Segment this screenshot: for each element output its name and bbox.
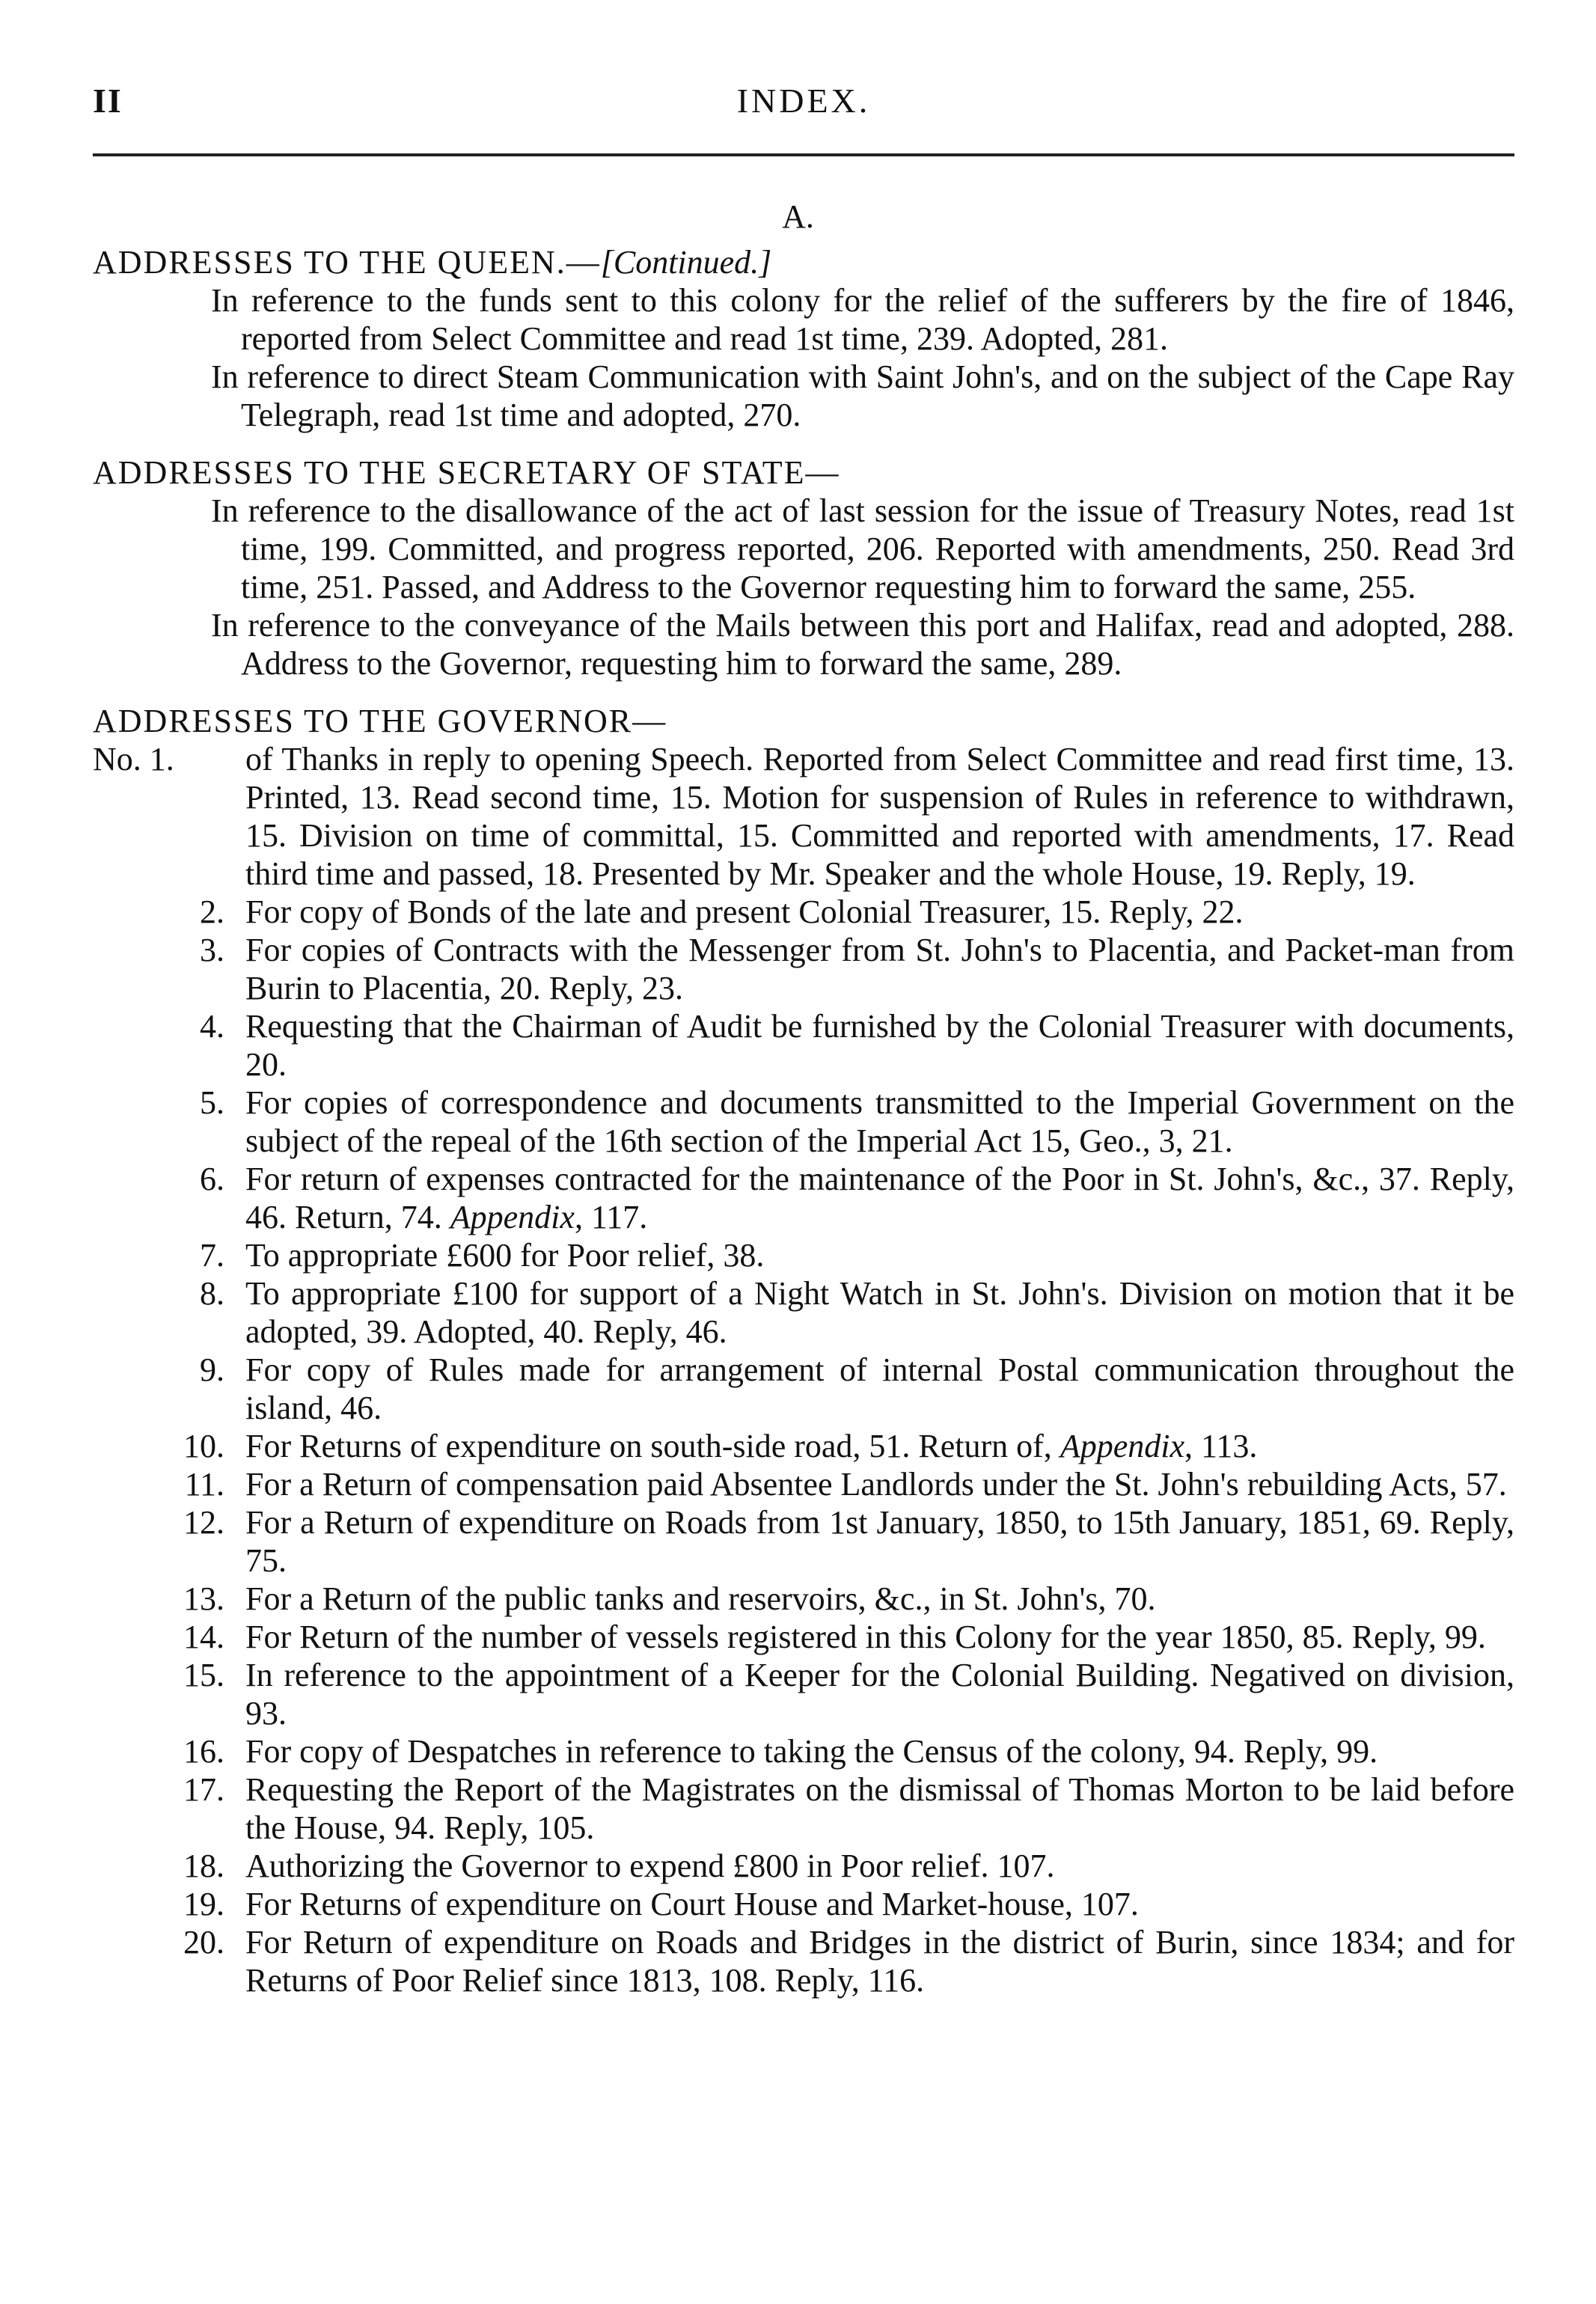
list-item: [93, 1274, 1514, 1351]
item-text: Requesting the Report of the Magistrates on the dismissal of Thomas Morton to be laid before the House, 94. Reply, 105.: [245, 1771, 1514, 1846]
item-text: For a Return of the public tanks and reservoirs, &c., in St. John's, 70.: [245, 1580, 1156, 1617]
index-entry: In reference to the funds sent to this colony for the relief of the sufferers by the fire of 1846, reported from Select Committee and read 1st time, 239. Adopted, 281.: [211, 282, 1514, 357]
item-text: For copy of Bonds of the late and present Colonial Treasurer, 15. Reply, 22.: [245, 893, 1244, 930]
section-heading-text: ADDRESSES TO THE QUEEN.—: [93, 244, 601, 281]
item-text: Requesting that the Chairman of Audit be furnished by the Colonial Treasurer with documents, 20.: [245, 1008, 1514, 1083]
page-number: II: [93, 82, 123, 120]
item-number: 19.: [183, 1886, 224, 1922]
item-text: For copies of Contracts with the Messenger from St. John's to Placentia, and Packet-man from Burin to Placentia, 20. Reply, 23.: [245, 932, 1514, 1006]
item-text: For Returns of expenditure on south-side road, 51. Return of,: [245, 1428, 1052, 1464]
item-number: 13.: [183, 1580, 224, 1617]
list-item: [93, 1351, 1514, 1427]
item-number: 3.: [200, 932, 224, 968]
item-number: 2.: [200, 893, 224, 930]
list-item: [93, 1618, 1514, 1656]
list-item: [93, 1084, 1514, 1160]
list-item: [93, 1465, 1514, 1503]
list-item: [93, 931, 1514, 1007]
item-number: 11.: [184, 1466, 224, 1503]
appendix-page: , 117.: [574, 1199, 648, 1235]
appendix-ref: Appendix: [1060, 1428, 1184, 1464]
index-entry: In reference to direct Steam Communication with Saint John's, and on the subject of the Cape Ray Telegraph, read 1st time and adopted, 270.: [211, 358, 1514, 433]
running-head: [93, 81, 1514, 126]
item-number: 18.: [183, 1848, 224, 1884]
list-item: [93, 1580, 1514, 1618]
item-text: For Return of the number of vessels registered in this Colony for the year 1850, 85. Reply, 99.: [245, 1619, 1486, 1655]
item-text: To appropriate £100 for support of a Night Watch in St. John's. Division on motion that it be adopted, 39. Adopted, 40. Reply, 46.: [245, 1275, 1514, 1350]
appendix-page: , 113.: [1184, 1428, 1258, 1464]
list-item: [93, 1427, 1514, 1465]
page-title: INDEX.: [736, 82, 871, 120]
list-item: [93, 1732, 1514, 1770]
index-content: [93, 243, 1514, 1999]
appendix-ref: Appendix: [450, 1199, 575, 1235]
item-number: 12.: [183, 1504, 224, 1541]
item-number: 10.: [183, 1428, 224, 1464]
index-entry: In reference to the conveyance of the Mails between this port and Halifax, read and adopted, 288. Address to the Governor, requesting him to forward the same, 289.: [211, 607, 1514, 682]
item-text: For copies of correspondence and documents transmitted to the Imperial Government on the subject of the repeal of the 16th section of the Imperial Act 15, Geo., 3, 21.: [245, 1084, 1514, 1159]
section-heading-secretary: ADDRESSES TO THE SECRETARY OF STATE—: [93, 454, 840, 491]
item-number: 16.: [183, 1733, 224, 1770]
list-item: [93, 893, 1514, 931]
section-heading-queen: [93, 243, 1514, 281]
index-entry: In reference to the disallowance of the act of last session for the issue of Treasury Notes, read 1st time, 199. Committed, and progress reported, 206. Reported with amendments, 250. Read 3rd time, 251. Passed, and Address to the Governor requesting him to forward the same, 255.: [211, 492, 1514, 605]
item-number: 5.: [200, 1084, 224, 1121]
item-text: For Return of expenditure on Roads and Bridges in the district of Burin, since 1834; and for Returns of Poor Relief since 1813, 108. Reply, 116.: [245, 1924, 1514, 1999]
list-item: [93, 1770, 1514, 1847]
list-item: [93, 740, 1514, 893]
continued-note: [Continued.]: [600, 244, 772, 281]
list-item: [93, 1503, 1514, 1580]
item-text: For return of expenses contracted for the maintenance of the Poor in St. John's, &c., 37. Reply, 46. Return, 74.: [245, 1161, 1514, 1235]
item-text: of Thanks in reply to opening Speech. Reported from Select Committee and read first time, 13. Printed, 13. Read second time, 15. Motion for suspension of Rules in reference to withdrawn, 15. Division on time of committal, 15. Committed and reported with amendments, 17. Read third time and passed, 18. Presented by Mr. Speaker and the whole House, 19. Reply, 19.: [245, 741, 1514, 892]
item-number: 14.: [183, 1619, 224, 1655]
list-item: [93, 1656, 1514, 1732]
header-rule: [93, 153, 1514, 156]
list-item: [93, 1847, 1514, 1885]
item-text: For a Return of expenditure on Roads from 1st January, 1850, to 15th January, 1851, 69. Reply, 75.: [245, 1504, 1514, 1579]
section-letter: A.: [782, 198, 814, 235]
item-number: 9.: [200, 1351, 224, 1388]
item-text: For copy of Despatches in reference to taking the Census of the colony, 94. Reply, 99.: [245, 1733, 1378, 1770]
list-item: [93, 1923, 1514, 1999]
item-text: For copy of Rules made for arrangement of internal Postal communication throughout the island, 46.: [245, 1351, 1514, 1426]
item-number: No. 1.: [93, 741, 174, 777]
item-number: 8.: [200, 1275, 224, 1312]
item-text: For a Return of compensation paid Absentee Landlords under the St. John's rebuilding Acts, 57.: [245, 1466, 1507, 1503]
item-text: In reference to the appointment of a Keeper for the Colonial Building. Negatived on division, 93.: [245, 1657, 1514, 1732]
item-number: 4.: [200, 1008, 224, 1045]
item-text: To appropriate £600 for Poor relief, 38.: [245, 1237, 765, 1274]
item-text: For Returns of expenditure on Court House and Market-house, 107.: [245, 1886, 1139, 1922]
list-item: [93, 1160, 1514, 1236]
item-number: 6.: [200, 1161, 224, 1197]
list-item: [93, 1007, 1514, 1084]
item-number: 17.: [183, 1771, 224, 1808]
list-item: [93, 1236, 1514, 1274]
item-text: Authorizing the Governor to expend £800 in Poor relief. 107.: [245, 1848, 1055, 1884]
item-number: 20.: [183, 1924, 224, 1961]
list-item: [93, 1885, 1514, 1923]
section-heading-governor: ADDRESSES TO THE GOVERNOR—: [93, 703, 667, 739]
item-number: 7.: [200, 1237, 224, 1274]
governor-address-list: [93, 740, 1514, 1999]
item-number: 15.: [183, 1657, 224, 1693]
